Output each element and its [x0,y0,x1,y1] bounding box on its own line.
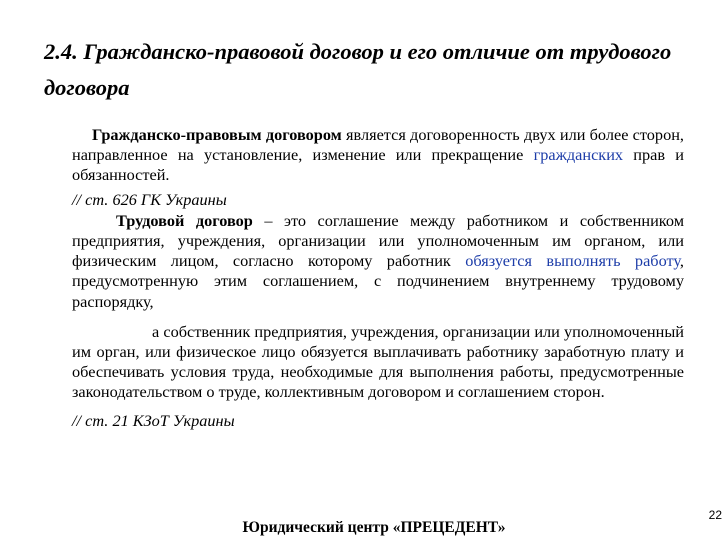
civil-contract-term: Гражданско-правовым договором [92,125,342,144]
slide-title: 2.4. Гражданско-правовой договор и его отличие от трудового договора [44,39,672,100]
slide-body [72,125,684,431]
civil-code-reference: // ст. 626 ГК Украины [72,189,227,209]
labor-contract-term: Трудовой договор [116,210,253,230]
labor-contract-text-end: , предусмотренную этим соглашением, с подчинением внутреннему трудовому распорядку, [72,251,684,311]
employer-obligations: а собственник предприятия, учреждения, организации или уполномоченный им орган, или физическое лицо обязуется выплачивать работнику заработную плату и обеспечивать условия труда, необходимые для выполнения работы, предусмотренные законодательством о труде, коллективным договором и соглашением сторон. [72,321,684,402]
civil-rights-link[interactable]: гражданских [533,145,624,165]
perform-work-link[interactable]: обязуется выполнять работу [465,251,680,271]
civil-contract-definition [72,125,684,186]
civil-contract-text: является договоренность двух или более сторон, направленное на установление, изменение или прекращение [72,125,684,165]
footer-organization: Юридический центр «ПРЕЦЕДЕНТ» [242,519,506,536]
page-number: 22 [708,508,722,522]
labor-code-reference: // ст. 21 КЗоТ Украины [72,410,235,430]
labor-contract-text: – это соглашение между работником и собственником предприятия, учреждения, организации или уполномоченным им органом, или физическим лицом, согласно которому работник [72,210,684,271]
labor-contract-definition [72,211,684,312]
civil-contract-text-end: прав и обязанностей. [72,145,685,185]
